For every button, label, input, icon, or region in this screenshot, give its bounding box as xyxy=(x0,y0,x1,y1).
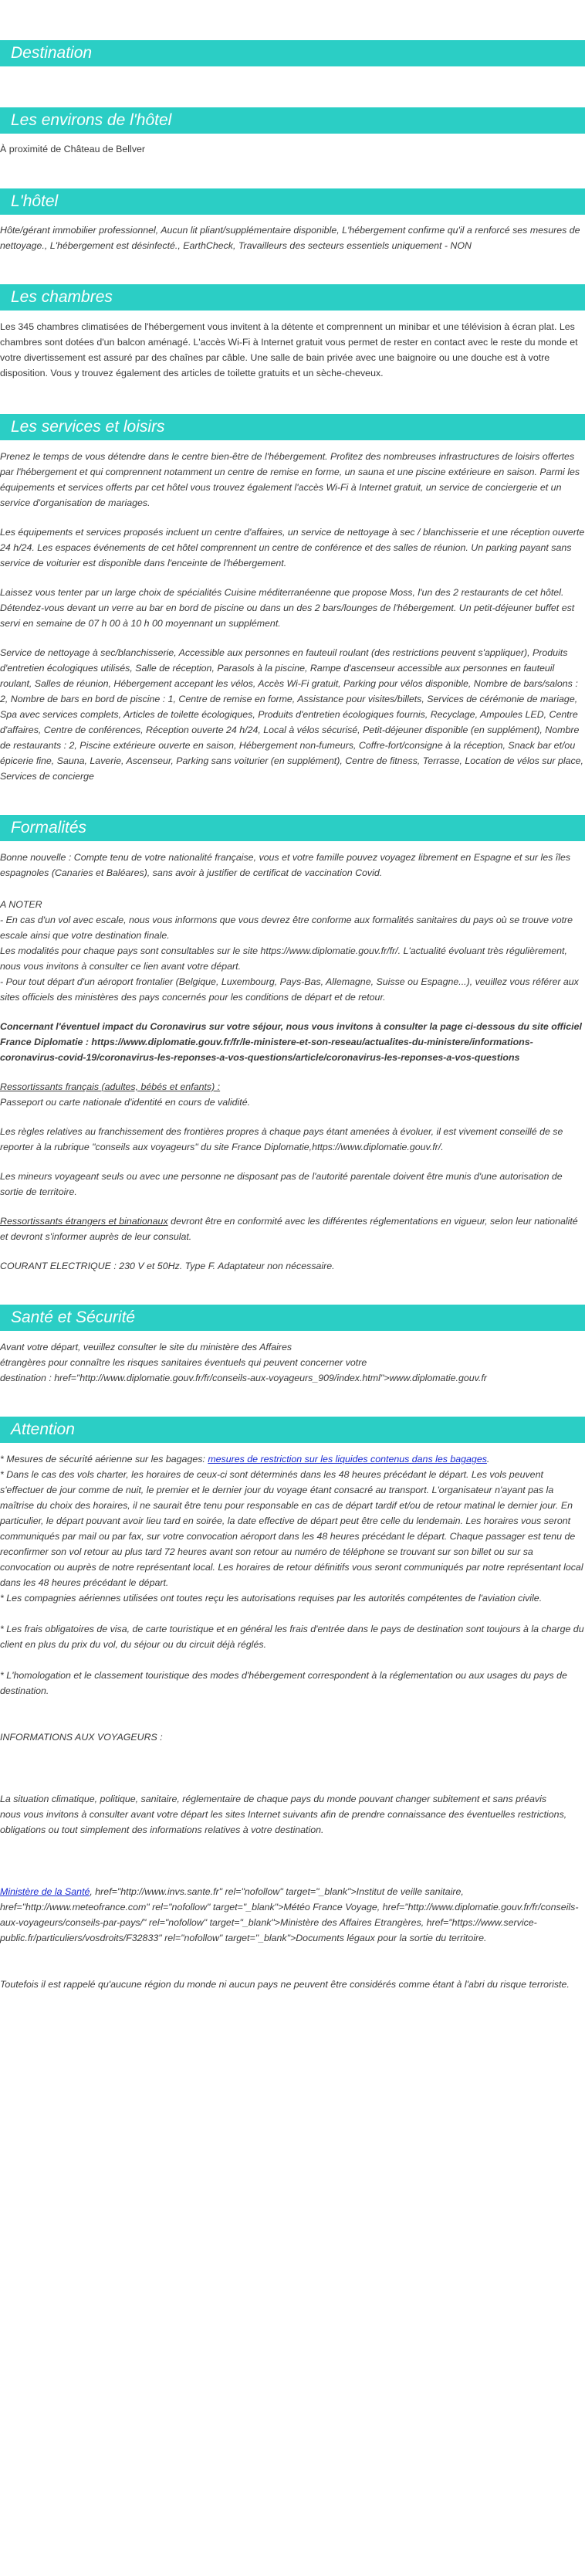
travellers-info-2: nous vous invitons à consulter avant votre départ les sites Internet suivants afin de prendre connaissance des éventuelles restrictions, obligations ou tout simplement des informations relatives à votre destination. xyxy=(0,1809,567,1835)
health-line-2: étrangères pour connaître les risques sanitaires éventuels qui peuvent concerner votre xyxy=(0,1357,367,1368)
note-border-airport: - Pour tout départ d'un aéroport frontalier (Belgique, Luxembourg, Pays-Bas, Allemagne, Suisse ou Espagne...), veuillez vous référer aux sites officiels des ministères des pays concernés pour les conditions de départ et de retour. xyxy=(0,976,579,1003)
section-title-attention: Attention xyxy=(0,1417,585,1443)
minors-text: Les mineurs voyageant seuls ou avec une personne ne disposant pas de l'autorité parentale doivent être munis d'une autorisation de sortie de territoire. xyxy=(0,1171,563,1197)
section-title-services: Les services et loisirs xyxy=(0,414,585,440)
luggage-security xyxy=(0,1451,585,1467)
section-title-destination: Destination xyxy=(0,40,585,66)
note-stopover: - En cas d'un vol avec escale, nous vous informons que vous devrez être conforme aux formalités sanitaires du pays où se trouve votre escale ainsi que votre destination finale. xyxy=(0,915,573,941)
terrorism-risk-text: Toutefois il est rappelé qu'aucune région du monde ni aucun pays ne peuvent être considérés comme étant à l'abri du risque terroriste. xyxy=(0,1979,570,1990)
foreign-nationals-body: devront être en conformité avec les différentes réglementations en vigueur, selon leur nationalité et devront s'informer auprès de leur consulat. xyxy=(0,1216,578,1242)
health-line-3: destination : href="http://www.diplomatie.gouv.fr/fr/conseils-aux-voyageurs_909/index.html">www.diplomatie.gouv.fr xyxy=(0,1373,487,1383)
section-title-environs: Les environs de l'hôtel xyxy=(0,107,585,134)
environs-text: À proximité de Château de Bellver xyxy=(0,144,146,154)
section-title-hotel: L'hôtel xyxy=(0,188,585,215)
services-paragraph-2: Les équipements et services proposés incluent un centre d'affaires, un service de nettoyage à sec / blanchisserie et une réception ouverte 24 h/24. Les espaces événements de cet hôtel comprennent un centre de conférence et des salles de réunion. Un parking payant sans service de voiturier est disponible dans l'enceinte de l'hébergement. xyxy=(0,527,585,568)
foreign-nationals-text xyxy=(0,1213,585,1244)
section-title-rooms: Les chambres xyxy=(0,284,585,311)
travellers-info-title: INFORMATIONS AUX VOYAGEURS : xyxy=(0,1732,163,1743)
accommodation-rating: * L'homologation et le classement touristique des modes d'hébergement correspondent à la réglementation ou aux usages du pays de destination. xyxy=(0,1670,567,1696)
useful-links xyxy=(0,1884,585,1946)
useful-links-rest: , href="http://www.invs.sante.fr" rel="nofollow" target="_blank">Institut de veille sanitaire, href="http://www.meteofrance.com" rel="nofollow" target="_blank">Météo France Voyage, href="http://www.diplomatie.gouv.fr/fr/conseils-aux-voyageurs/conseils-par-pays/" rel="nofollow" target="_blank">Ministère des Affaires Etrangères, href="https://www.service-public.fr/particuliers/vosdroits/F32833" rel="nofollow" target="_blank">Documents légaux pour la sortie du territoire. xyxy=(0,1886,579,1943)
services-paragraph-3: Laissez vous tenter par un large choix de spécialités Cuisine méditerranéenne que propose Moss, l'un des 2 restaurants de cet hôtel. Détendez-vous devant un verre au bar en bord de piscine ou dans un des 2 bars/lounges de l'hébergement. Un petit-déjeuner buffet est servi en semaine de 07 h 00 à 10 h 00 moyennant un supplément. xyxy=(0,587,575,629)
rooms-text: Les 345 chambres climatisées de l'hébergement vous invitent à la détente et comprennent un minibar et une télévision à écran plat. Les chambres sont dotées d'un balcon aménagé. L'accès Wi-Fi à Internet gratuit vous permet de rester en contact avec le reste du monde et votre divertissement est assuré par des chaînes par câble. Une salle de bain privée avec une baignoire ou une douche est à votre disposition. Vous y trouvez également des articles de toilette gratuits et un sèche-cheveux. xyxy=(0,321,578,378)
foreign-nationals-title: Ressortissants étrangers et binationaux xyxy=(0,1216,168,1227)
mandatory-fees: * Les frais obligatoires de visa, de carte touristique et en général les frais d'entrée dans le pays de destination sont toujours à la charge du client en plus du prix du vol, du séjour ou du circuit déjà réglés. xyxy=(0,1624,584,1650)
luggage-suffix: . xyxy=(486,1454,490,1464)
hotel-text: Hôte/gérant immobilier professionnel, Aucun lit pliant/supplémentaire disponible, L'hébergement confirme qu'il a renforcé ses mesures de nettoyage., L'hébergement est désinfecté., EarthCheck, Travailleurs des secteurs essentiels uniquement - NON xyxy=(0,225,580,251)
luggage-prefix: * Mesures de sécurité aérienne sur les bagages: xyxy=(0,1454,208,1464)
services-amenities-list: Service de nettoyage à sec/blanchisserie, Accessible aux personnes en fauteuil roulant (des restrictions peuvent s'appliquer), Produits d'entretien écologiques utilisés, Salle de réception, Parasols à la piscine, Rampe d'ascenseur accessible aux personnes en fauteuil roulant, Salles de réunion, Hébergement accepant les vélos, Accès Wi-Fi gratuit, Parking pour vélos disponible, Nombre de bars/salons : 2, Nombre de bars en bord de piscine : 1, Centre de remise en forme, Assistance pour visites/billets, Services de cérémonie de mariage, Spa avec services complets, Articles de toilette écologiques, Produits d'entretien écologiques fournis, Recyclage, Ampoules LED, Centre d'affaires, Centre de conférences, Réception ouverte 24 h/24, Local à vélos sécurisé, Petit-déjeuner disponible (en supplément), Nombre de restaurants : 2, Piscine extérieure ouverte en saison, Hébergement non-fumeurs, Coffre-fort/consigne à la réception, Snack bar et/ou épicerie fine, Sauna, Laverie, Ascenseur, Parking sans voiturier (en supplément), Centre de fitness, Terrasse, Location de vélos sur place, Services de concierge xyxy=(0,647,584,782)
note-title: A NOTER xyxy=(0,899,42,910)
travellers-info-1: La situation climatique, politique, sanitaire, réglementaire de chaque pays du monde pouvant changer subitement et sans préavis xyxy=(0,1794,547,1804)
french-nationals-title: Ressortissants français (adultes, bébés et enfants) : xyxy=(0,1081,221,1092)
charter-flight-times: * Dans le cas des vols charter, les horaires de ceux-ci sont déterminés dans les 48 heures précédant le départ. Les vols peuvent s'effectuer de jour comme de nuit, le premier et le dernier jour du voyage étant consacré au transport. L'organisateur n'ayant pas la maîtrise du choix des horaires, il ne saurait être tenu pour responsable en cas de départ tardif et/ou de retour matinal le dernier jour. En particulier, le départ pouvant avoir lieu tard en soirée, la date effective de départ peut être celle du lendemain. Les horaires vous seront communiqués par mail ou par fax, sur votre convocation aéroport dans les 48 heures précédant le départ. Chaque passager est tenu de reconfirmer son vol retour au plus tard 72 heures avant son retour au numéro de téléphone se trouvant sur son billet ou sur sa convocation ou auprès de notre représentant local. Les horaires de retour définitifs vous seront communiqués par notre représentant local dans les 48 heures précédant le départ. xyxy=(0,1469,583,1588)
liquids-restriction-link[interactable]: mesures de restriction sur les liquides contenus dans les bagages xyxy=(208,1454,487,1464)
health-line-1: Avant votre départ, veuillez consulter le site du ministère des Affaires xyxy=(0,1342,292,1352)
ministry-health-link[interactable]: Ministère de la Santé xyxy=(0,1886,90,1897)
note-country-modalities: Les modalités pour chaque pays sont consultables sur le site https://www.diplomatie.gouv.fr/fr/. L'actualité évoluant très régulièrement, nous vous invitons à consulter ce lien avant votre départ. xyxy=(0,945,567,972)
power-supply-text: COURANT ELECTRIQUE : 230 V et 50Hz. Type F. Adaptateur non nécessaire. xyxy=(0,1261,335,1271)
services-paragraph-1: Prenez le temps de vous détendre dans le centre bien-être de l'hébergement. Profitez des nombreuses infrastructures de loisirs offertes par l'hébergement et qui comprennent notamment un centre de remise en forme, un sauna et une piscine extérieure en saison. Parmi les équipements et services offerts par cet hôtel vous trouvez également l'accès Wi-Fi à Internet gratuit, un service de conciergerie et un service d'organisation de mariages. xyxy=(0,451,580,508)
covid-notice: Concernant l'éventuel impact du Coronavirus sur votre séjour, nous vous invitons à consulter la page ci-dessous du site officiel France Diplomatie : https://www.diplomatie.gouv.fr/fr/le-ministere-et-son-reseau/actualites-du-ministere/informations-coronavirus-covid-19/coronavirus-les-reponses-a-vos-questions/article/coronavirus-les-reponses-a-vos-questions xyxy=(0,1021,582,1063)
section-title-formalites: Formalités xyxy=(0,815,585,841)
airlines-authorisation: * Les compagnies aériennes utilisées ont toutes reçu les autorisations requises par les autorités compétentes de l'aviation civile. xyxy=(0,1593,543,1604)
section-title-health: Santé et Sécurité xyxy=(0,1305,585,1331)
french-nationals-text: Passeport ou carte nationale d'identité en cours de validité. xyxy=(0,1097,251,1108)
formalites-intro: Bonne nouvelle : Compte tenu de votre nationalité française, vous et votre famille pouvez voyagez librement en Espagne et sur les îles espagnoles (Canaries et Baléares), sans avoir à justifier de certificat de vaccination Covid. xyxy=(0,852,571,878)
border-rules-text: Les règles relatives au franchissement des frontières propres à chaque pays étant amenées à évoluer, il est vivement conseillé de se reporter à la rubrique "conseils aux voyageurs" du site France Diplomatie,https://www.diplomatie.gouv.fr/. xyxy=(0,1126,563,1152)
